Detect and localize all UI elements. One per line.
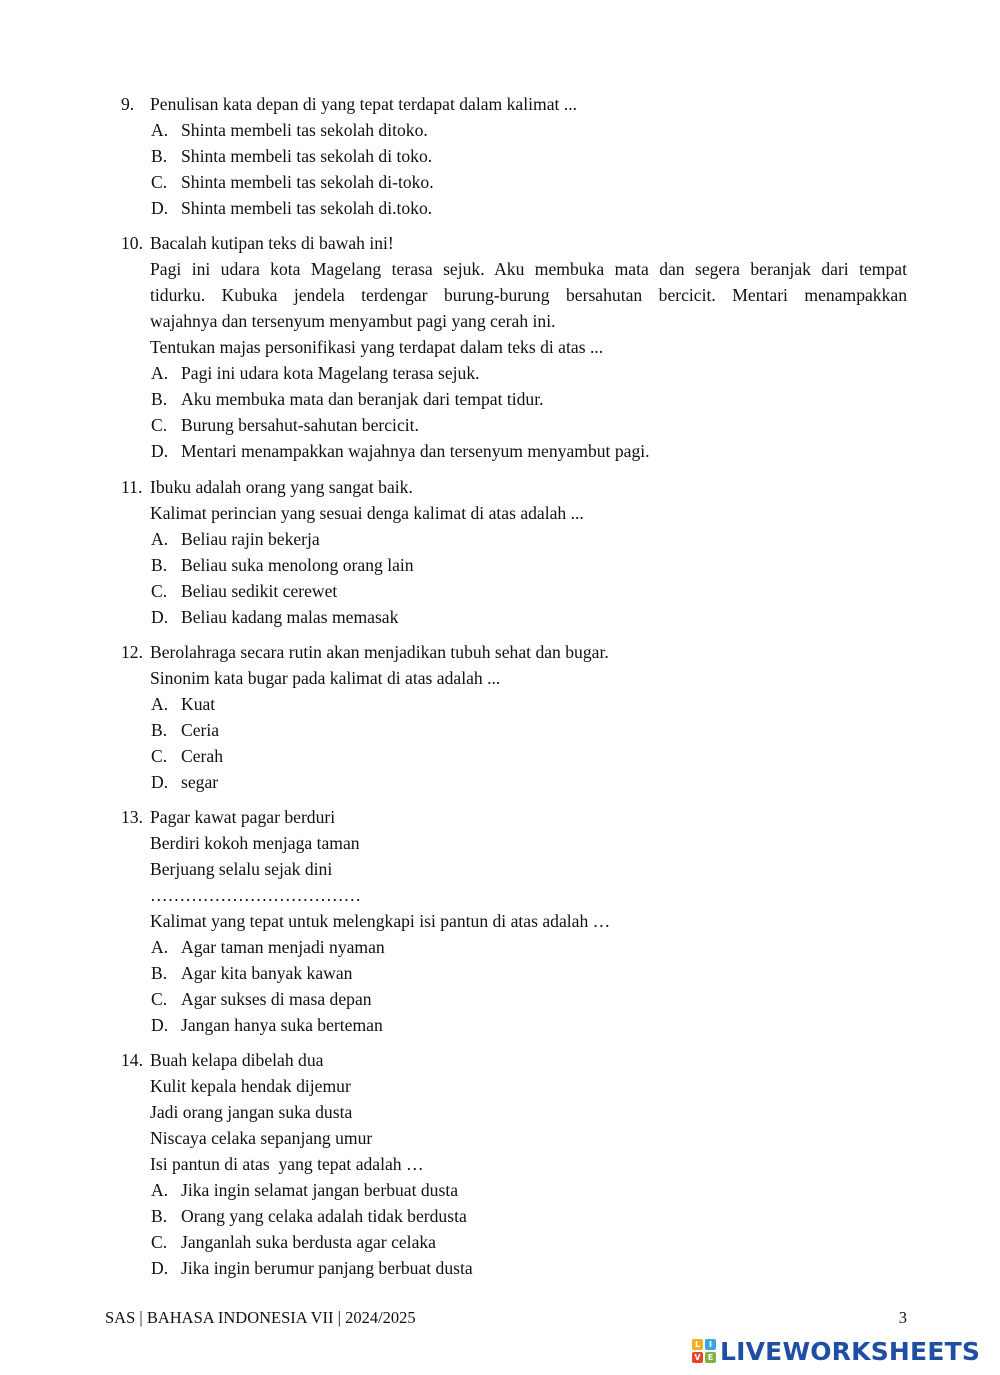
liveworksheets-logo-icon <box>692 1339 716 1363</box>
question-prompt: Kalimat perincian yang sesuai denga kalimat di atas adalah ... <box>150 503 584 523</box>
answer-option-b[interactable]: B. Aku membuka mata dan beranjak dari tempat tidur. <box>151 389 544 409</box>
question-stem: 9. Penulisan kata depan di yang tepat terdapat dalam kalimat ... <box>121 91 907 117</box>
blank-line: ……………………………… <box>150 885 362 905</box>
question-stem: 14. Buah kelapa dibelah dua <box>121 1047 907 1073</box>
answer-option-c[interactable]: C. Beliau sedikit cerewet <box>151 581 338 601</box>
page-footer <box>105 1306 907 1330</box>
question-11 <box>121 474 907 630</box>
pantun-line: Niscaya celaka sepanjang umur <box>150 1128 373 1148</box>
answer-option-c[interactable]: C. Burung bersahut-sahutan bercicit. <box>151 415 419 435</box>
question-number: 14. <box>121 1050 143 1070</box>
question-14 <box>121 1047 907 1281</box>
pantun-line: Jadi orang jangan suka dusta <box>150 1102 353 1122</box>
answer-option-d[interactable]: D. Shinta membeli tas sekolah di.toko. <box>151 198 433 218</box>
question-9 <box>121 91 907 221</box>
question-stem: 11. Ibuku adalah orang yang sangat baik. <box>121 474 907 500</box>
question-stem: 10. Bacalah kutipan teks di bawah ini! <box>121 230 907 256</box>
pantun-line: Berdiri kokoh menjaga taman <box>150 833 360 853</box>
question-12 <box>121 639 907 795</box>
logo-tile: I <box>705 1339 716 1350</box>
pantun-line: Berjuang selalu sejak dini <box>150 859 333 879</box>
question-prompt: Tentukan majas personifikasi yang terdapat dalam teks di atas ... <box>150 337 604 357</box>
answer-option-d[interactable]: D. Beliau kadang malas memasak <box>151 607 399 627</box>
answer-option-b[interactable]: B. Ceria <box>151 720 220 740</box>
page-number: 3 <box>898 1308 907 1327</box>
answer-option-c[interactable]: C. Shinta membeli tas sekolah di-toko. <box>151 172 434 192</box>
question-number: 9. <box>121 94 135 114</box>
footer-text: SAS | BAHASA INDONESIA VII | 2024/2025 <box>105 1308 416 1327</box>
passage-line: wajahnya dan tersenyum menyambut pagi yang cerah ini. <box>150 311 556 331</box>
answer-option-d[interactable]: D. Mentari menampakkan wajahnya dan tersenyum menyambut pagi. <box>151 441 650 461</box>
answer-option-b[interactable]: B. Agar kita banyak kawan <box>151 963 353 983</box>
question-prompt: Isi pantun di atas yang tepat adalah … <box>150 1154 424 1174</box>
answer-option-b[interactable]: B. Orang yang celaka adalah tidak berdusta <box>151 1206 467 1226</box>
answer-option-c[interactable]: C. Janganlah suka berdusta agar celaka <box>151 1232 436 1252</box>
question-stem: 12. Berolahraga secara rutin akan menjadikan tubuh sehat dan bugar. <box>121 639 907 665</box>
answer-option-a[interactable]: A. Kuat <box>151 694 216 714</box>
answer-option-d[interactable]: D. segar <box>151 772 219 792</box>
logo-tile: E <box>705 1352 716 1363</box>
answer-option-a[interactable]: A. Agar taman menjadi nyaman <box>151 937 385 957</box>
question-number: 10. <box>121 233 143 253</box>
answer-option-d[interactable]: D. Jika ingin berumur panjang berbuat dusta <box>151 1258 473 1278</box>
question-prompt: Kalimat yang tepat untuk melengkapi isi pantun di atas adalah … <box>150 911 611 931</box>
answer-option-a[interactable]: A. Pagi ini udara kota Magelang terasa sejuk. <box>151 363 480 383</box>
answer-option-b[interactable]: B. Shinta membeli tas sekolah di toko. <box>151 146 433 166</box>
passage-line: Pagi ini udara kota Magelang terasa sejuk. Aku membuka mata dan segera beranjak dari tempat <box>150 259 907 279</box>
pantun-line: Kulit kepala hendak dijemur <box>150 1076 351 1096</box>
answer-option-c[interactable]: C. Agar sukses di masa depan <box>151 989 372 1009</box>
question-number: 11. <box>121 477 143 497</box>
answer-option-a[interactable]: A. Shinta membeli tas sekolah ditoko. <box>151 120 428 140</box>
question-10 <box>121 230 907 464</box>
question-stem: 13. Pagar kawat pagar berduri <box>121 804 907 830</box>
question-number: 13. <box>121 807 143 827</box>
passage-line: tidurku. Kubuka jendela terdengar burung-burung bersahutan bercicit. Mentari menampakkan <box>150 285 907 305</box>
liveworksheets-logo <box>692 1334 980 1368</box>
logo-tile: V <box>692 1352 703 1363</box>
brand-name: LIVEWORKSHEETS <box>720 1336 981 1366</box>
answer-option-a[interactable]: A. Beliau rajin bekerja <box>151 529 320 549</box>
question-prompt: Sinonim kata bugar pada kalimat di atas adalah ... <box>150 668 501 688</box>
answer-option-d[interactable]: D. Jangan hanya suka berteman <box>151 1015 383 1035</box>
answer-option-b[interactable]: B. Beliau suka menolong orang lain <box>151 555 414 575</box>
question-13 <box>121 804 907 1038</box>
question-number: 12. <box>121 642 143 662</box>
logo-tile: L <box>692 1339 703 1350</box>
answer-option-a[interactable]: A. Jika ingin selamat jangan berbuat dusta <box>151 1180 459 1200</box>
answer-option-c[interactable]: C. Cerah <box>151 746 224 766</box>
